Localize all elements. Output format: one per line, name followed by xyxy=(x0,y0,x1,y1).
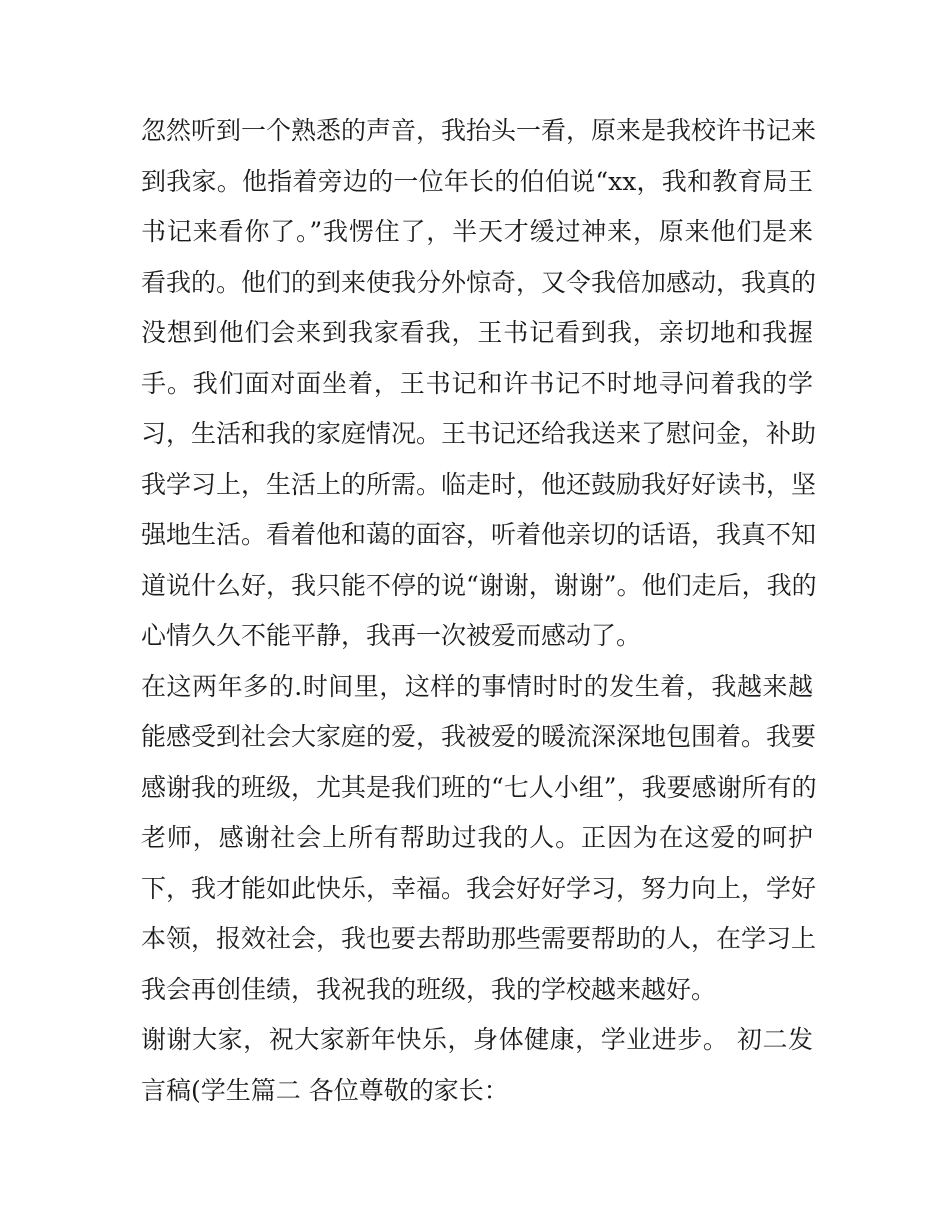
text-line: 我会再创佳绩，我祝我的班级，我的学校越来越好。 xyxy=(141,974,717,1004)
text-line: 道说什么好，我只能不停的说“谢谢，谢谢”。他们走后，我的 xyxy=(141,570,817,600)
text-line: 到我家。他指着旁边的一位年长的伯伯说“xx，我和教育局王 xyxy=(141,166,813,196)
text-line: 老师，感谢社会上所有帮助过我的人。正因为在这爱的呵护 xyxy=(141,823,813,852)
text-line: 心情久久不能平静，我再一次被爱而感动了。 xyxy=(141,621,642,650)
text-line: 手。我们面对面坐着，王书记和许书记不时地寻问着我的学 xyxy=(141,368,813,398)
text-line: 言稿(学生篇二 各位尊敬的家长： xyxy=(141,1075,509,1105)
paragraph-3 xyxy=(141,1015,813,1116)
text-line: 本领，报效社会，我也要去帮助那些需要帮助的人，在学习上 xyxy=(141,924,817,953)
text-line: 感谢我的班级，尤其是我们班的“七人小组”，我要感谢所有的 xyxy=(141,772,817,802)
text-line: 强地生活。看着他和蔼的面容，听着他亲切的话语，我真不知 xyxy=(141,520,817,549)
text-line: 能感受到社会大家庭的爱，我被爱的暖流深深地包围着。我要 xyxy=(141,722,817,751)
body-text xyxy=(141,106,817,1116)
paragraph-1 xyxy=(141,106,817,662)
paragraph-2 xyxy=(141,662,817,1016)
text-line: 看我的。他们的到来使我分外惊奇，又令我倍加感动，我真的 xyxy=(141,267,817,297)
text-line: 习，生活和我的家庭情况。王书记还给我送来了慰问金，补助 xyxy=(141,419,817,448)
text-line: 谢谢大家，祝大家新年快乐，身体健康，学业进步。 初二发 xyxy=(141,1025,813,1054)
text-line: 没想到他们会来到我家看我，王书记看到我，亲切地和我握 xyxy=(141,318,813,347)
text-line: 忽然听到一个熟悉的声音，我抬头一看，原来是我校许书记来 xyxy=(141,116,817,145)
text-line: 在这两年多的.时间里，这样的事情时时的发生着，我越来越 xyxy=(141,671,813,701)
text-line: 下，我才能如此快乐，幸福。我会好好学习，努力向上，学好 xyxy=(141,873,817,903)
text-line: 我学习上，生活上的所需。临走时，他还鼓励我好好读书，坚 xyxy=(141,469,817,499)
text-line: 书记来看你了。”我愣住了，半天才缓过神来，原来他们是来 xyxy=(141,217,813,246)
